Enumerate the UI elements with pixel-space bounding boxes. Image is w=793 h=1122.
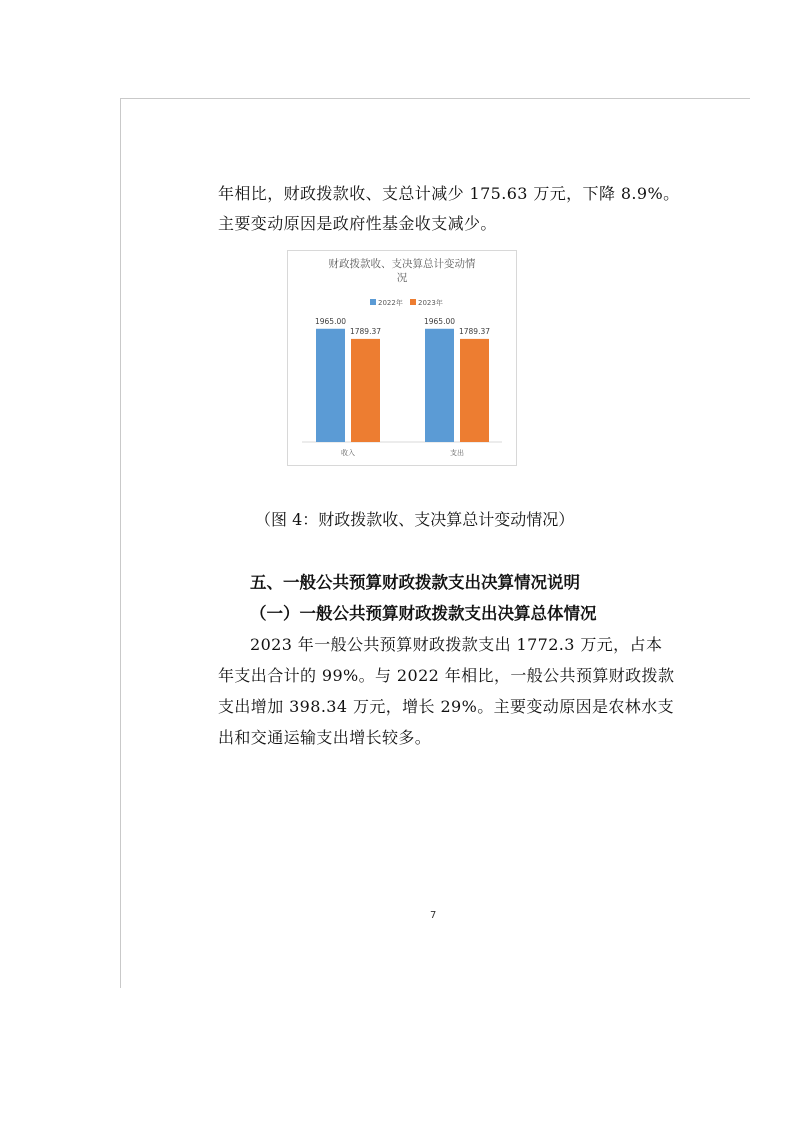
bars-layer	[315, 317, 490, 457]
data-label-2022-income: 1965.00	[314, 316, 347, 326]
section-heading: 五、一般公共预算财政拨款支出决算情况说明	[250, 573, 580, 592]
page-border-top	[120, 98, 750, 99]
bar-2022-income	[316, 329, 345, 442]
chart-title-line-2: 况	[396, 272, 408, 284]
paragraph-line-4: 出和交通运输支出增长较多。	[218, 728, 432, 747]
legend-label-2023: 2023年	[418, 299, 443, 307]
paragraph-line-3: 支出增加 398.34 万元，增长 29%。主要变动原因是农林水支	[218, 697, 675, 716]
bar-2022-expense	[425, 329, 454, 442]
page-border-left	[120, 98, 121, 988]
body-text-line-2: 主要变动原因是政府性基金收支减少。	[218, 214, 497, 233]
legend-label-2022: 2022年	[378, 299, 403, 307]
chart-container	[287, 250, 517, 466]
data-label-2023-income: 1789.37	[349, 326, 382, 336]
data-label-2023-expense: 1789.37	[458, 326, 491, 336]
legend-swatch-2023	[410, 299, 416, 305]
bar-2023-income	[351, 339, 380, 442]
data-label-2022-expense: 1965.00	[423, 316, 456, 326]
subsection-heading: （一）一般公共预算财政拨款支出决算总体情况	[250, 604, 597, 623]
bar-chart	[288, 251, 516, 465]
bar-2023-expense	[460, 339, 489, 442]
x-tick-label-expense: 支出	[450, 449, 464, 457]
body-text-line-1: 年相比，财政拨款收、支总计减少 175.63 万元，下降 8.9%。	[218, 184, 680, 203]
legend-swatch-2022	[370, 299, 376, 305]
page-number: 7	[430, 910, 437, 921]
paragraph-line-1: 2023 年一般公共预算财政拨款支出 1772.3 万元，占本	[250, 635, 663, 654]
x-tick-label-income: 收入	[341, 449, 355, 457]
chart-title-line-1: 财政拨款收、支决算总计变动情	[328, 258, 476, 270]
paragraph-line-2: 年支出合计的 99%。与 2022 年相比，一般公共预算财政拨款	[218, 666, 675, 685]
figure-caption: （图 4：财政拨款收、支决算总计变动情况）	[255, 510, 575, 529]
